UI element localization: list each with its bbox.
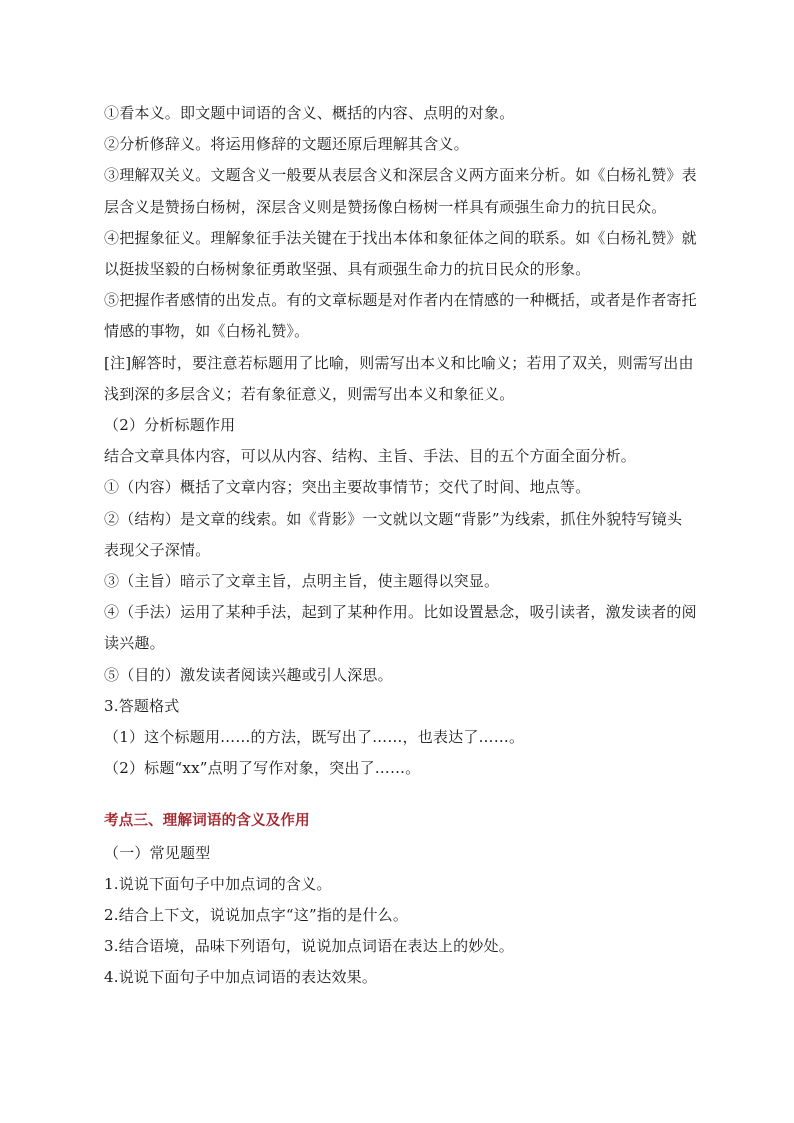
text-line: ⑤（目的）激发读者阅读兴趣或引人深思。 — [104, 665, 393, 684]
text-line: ③理解双关义。文题含义一般要从表层含义和深层含义两方面来分析。如《白杨礼赞》表 — [104, 166, 697, 185]
section-word-meaning — [104, 806, 690, 993]
text-line: ②分析修辞义。将运用修辞的文题还原后理解其含义。 — [104, 135, 469, 154]
section-heading: 考点三、理解词语的含义及作用 — [104, 813, 310, 830]
text-line: （1）这个标题用……的方法，既写出了……，也表达了……。 — [104, 728, 525, 747]
text-line: ②（结构）是文章的线索。如《背影》一文就以文题“背影”为线索，抓住外貌特写镜头 — [104, 509, 683, 528]
subheading: （一）常见题型 — [104, 843, 211, 862]
list-item: 4.说说下面句子中加点词语的表达效果。 — [104, 968, 378, 987]
note-line: 浅到深的多层含义；若有象征意义，则需写出本义和象征义。 — [104, 384, 515, 403]
text-line: ③（主旨）暗示了文章主旨，点明主旨，使主题得以突显。 — [104, 572, 500, 591]
section-gap — [104, 784, 690, 806]
text-line: ④把握象征义。理解象征手法关键在于找出本体和象征体之间的联系。如《白杨礼赞》就 — [104, 228, 697, 247]
text-line: 层含义是赞扬白杨树，深层含义则是赞扬像白杨树一样具有顽强生命力的抗日民众。 — [104, 197, 667, 216]
subheading: （2）分析标题作用 — [104, 416, 236, 435]
note-line: [注]解答时，要注意若标题用了比喻，则需写出本义和比喻义；若用了双关，则需写出由 — [104, 353, 694, 372]
text-line: 结合文章具体内容，可以从内容、结构、主旨、手法、目的五个方面全面分析。 — [104, 447, 637, 466]
list-item: 2.结合上下文，说说加点字“这”指的是什么。 — [104, 906, 409, 925]
text-line: ①（内容）概括了文章内容；突出主要故事情节；交代了时间、地点等。 — [104, 478, 591, 497]
list-item: 1.说说下面句子中加点词的含义。 — [104, 874, 332, 893]
paragraph-title-meaning — [104, 98, 697, 784]
subheading: 3.答题格式 — [104, 696, 180, 715]
text-line: ④（手法）运用了某种手法，起到了某种作用。比如设置悬念，吸引读者，激发读者的阅 — [104, 603, 697, 622]
text-line: ⑤把握作者感情的出发点。有的文章标题是对作者内在情感的一种概括，或者是作者寄托 — [104, 291, 697, 310]
text-line: ①看本义。即文题中词语的含义、概括的内容、点明的对象。 — [104, 104, 515, 122]
list-item: 3.结合语境，品味下列语句，说说加点词语在表达上的妙处。 — [104, 937, 514, 956]
text-line: （2）标题“xx”点明了写作对象，突出了……。 — [104, 759, 421, 778]
text-line: 情感的事物，如《白杨礼赞》。 — [104, 322, 310, 341]
text-line: 读兴趣。 — [104, 634, 165, 653]
text-line: 表现父子深情。 — [104, 540, 211, 559]
text-line: 以挺拔坚毅的白杨树象征勇敢坚强、具有顽强生命力的抗日民众的形象。 — [104, 260, 591, 279]
